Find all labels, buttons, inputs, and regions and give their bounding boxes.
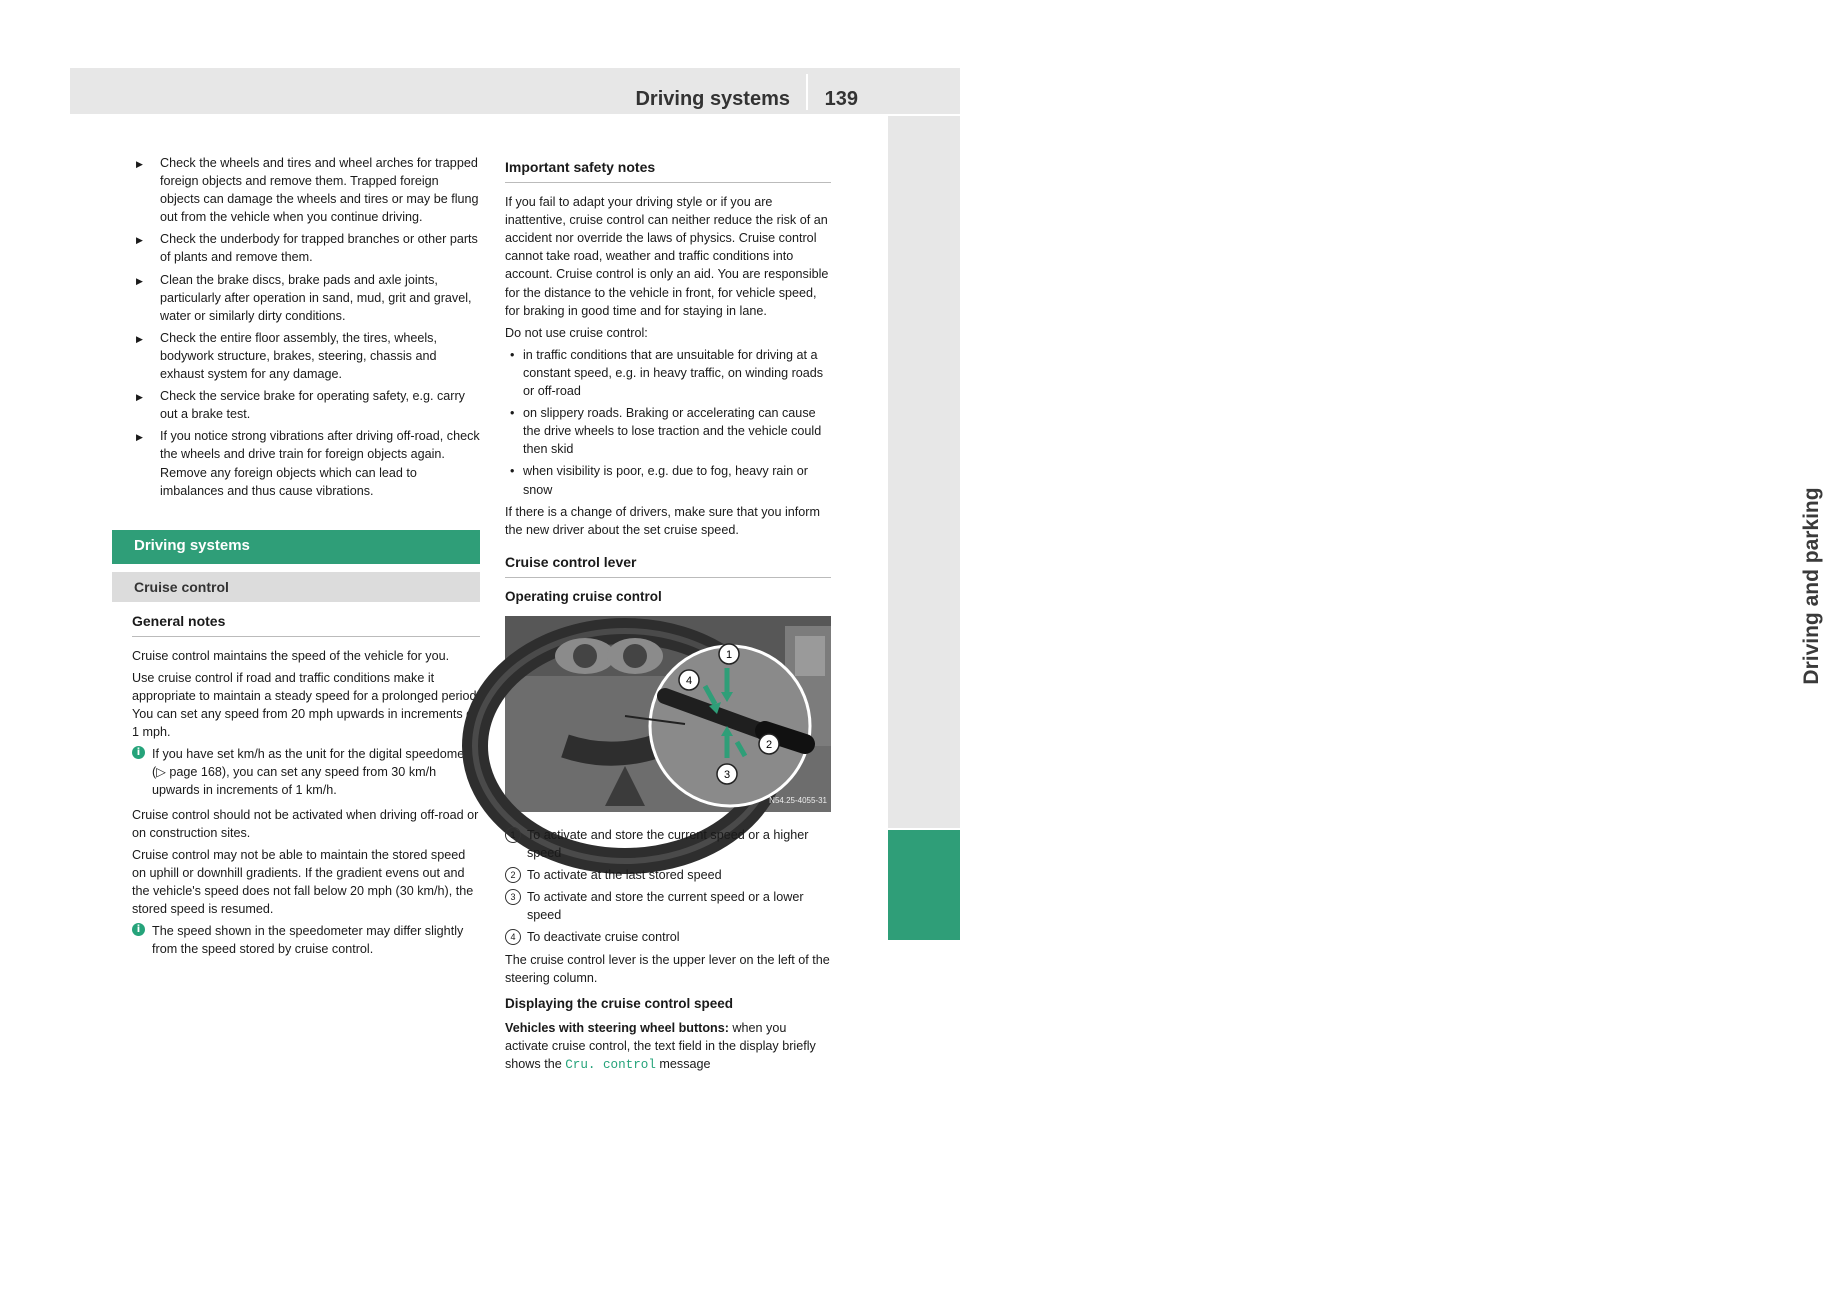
side-tab [888,116,1823,828]
callout-1 [719,644,739,664]
side-tab-top [888,68,960,114]
paragraph: If you fail to adapt your driving style or if you are inattentive, cruise control can neither reduce the risk of an accident nor override the laws of physics. Cruise control cannot take road, weather and traffic conditions into account. Cruise control is only an aid. You are responsible for the distance to the vehicle in front, for vehicle speed, for braking in good time and for staying in lane. [505,195,829,318]
callout-label: 4 [685,674,693,687]
legend-text: To activate and store the current speed or a higher speed [527,827,809,861]
callout-4 [679,670,699,690]
side-tab-label: Driving and parking [1800,487,1823,685]
legend-item [505,866,831,884]
instruction-step: ▶ Clean the brake discs, brake pads and axle joints, particularly after operation in sand, mud, grit and gravel, water or similarly dirty conditions. [132,271,480,325]
legend-number: 2 [505,867,521,883]
legend-number: 4 [505,929,521,945]
paragraph: Cruise control should not be activated when driving off-road or on construction sites. [132,807,479,840]
display-heading: Displaying the cruise control speed [505,995,734,1011]
page-number: 139 [824,88,858,110]
callout-label: 1 [725,648,733,661]
instruction-step: ▶ Check the underbody for trapped branches or other parts of plants and remove them. [132,230,480,266]
safety-heading: Important safety notes [505,158,831,183]
legend-item [505,826,831,862]
header-divider [806,74,808,110]
paragraph: Do not use cruise control: [505,325,648,340]
legend-number: 3 [505,889,521,905]
lever-heading: Cruise control lever [505,553,831,578]
legend-number: 1 [505,827,521,843]
paragraph: Cruise control may not be able to maintain the stored speed on uphill or downhill gradients. If the gradient evens out and the vehicle's speed does not fall below 20 mph (30 km/h), the stored speed is resumed. [132,847,474,916]
display-text-end: message [655,1057,711,1071]
instruction-step: ▶ If you notice strong vibrations after driving off-road, check the wheels and drive train for foreign objects again. Remove any foreign objects which can lead to imbalances and thus cause vibrations. [132,427,480,499]
bullet-item: • when visibility is poor, e.g. due to fog, heavy rain or snow [505,462,831,498]
legend-item [505,928,831,946]
operating-heading: Operating cruise control [505,588,662,604]
legend-text: To activate and store the current speed or a lower speed [527,890,804,923]
paragraph: Use cruise control if road and traffic conditions make it appropriate to maintain a steady speed for a prolonged period. You can set any speed from 20 mph upwards in increments of 1 mph. [132,670,480,740]
legend-text: To activate at the last stored speed [527,868,722,883]
callout-3 [717,764,737,784]
paragraph: The cruise control lever is the upper lever on the left of the steering column. [505,952,830,985]
bullet-item: • on slippery roads. Braking or accelerating can cause the drive wheels to lose traction and the vehicle could then skid [505,404,831,458]
display-text: when you activate cruise control, the text field in the display briefly shows the [505,1020,816,1071]
display-bold-label: Vehicles with steering wheel buttons: [505,1020,729,1035]
info-icon: i [132,923,145,936]
header-title: Driving systems [635,88,790,110]
paragraph: Cruise control maintains the speed of the vehicle for you. [132,648,450,663]
info-text: The speed shown in the speedometer may differ slightly from the speed stored by cruise control. [152,924,464,957]
right-column [505,154,831,1078]
subsection-heading: Cruise control [112,572,480,602]
info-note [132,745,480,799]
bullet-item: • in traffic conditions that are unsuitable for driving at a constant speed, e.g. in heavy traffic, on winding roads or off-road [505,346,831,400]
general-notes-heading: General notes [132,612,480,637]
instruction-step: ▶ Check the wheels and tires and wheel arches for trapped foreign objects and remove them. Trapped foreign objects can damage the wheels and tires or may be flung out from the vehicle when you continue driving. [132,154,480,226]
figure-code: N54.25-4055-31 [769,795,827,805]
page-header [70,68,888,114]
info-icon: i [132,746,145,759]
paragraph: If there is a change of drivers, make sure that you inform the new driver about the set cruise speed. [505,504,820,537]
callout-label: 2 [765,738,773,751]
legend-text: To deactivate cruise control [527,930,680,945]
callout-label: 3 [723,768,731,781]
instruction-step: ▶ Check the service brake for operating safety, e.g. carry out a brake test. [132,387,480,423]
callout-2 [759,734,779,754]
steering-wheel-illustration [505,616,831,812]
legend-item [505,888,831,924]
left-column [132,154,480,964]
side-tab-marker [888,830,960,940]
info-note [132,922,480,958]
instruction-step: ▶ Check the entire floor assembly, the tires, wheels, bodywork structure, brakes, steering, chassis and exhaust system for any damage. [132,329,480,383]
section-heading: Driving systems [112,530,480,564]
info-text: If you have set km/h as the unit for the digital speedometer (▷ page 168), you can set any speed from 30 km/h upwards in increments of 1 km/h. [152,747,479,798]
cruise-control-figure [505,616,831,812]
display-message: Cru. control [565,1058,656,1072]
display-paragraph [505,1019,831,1074]
